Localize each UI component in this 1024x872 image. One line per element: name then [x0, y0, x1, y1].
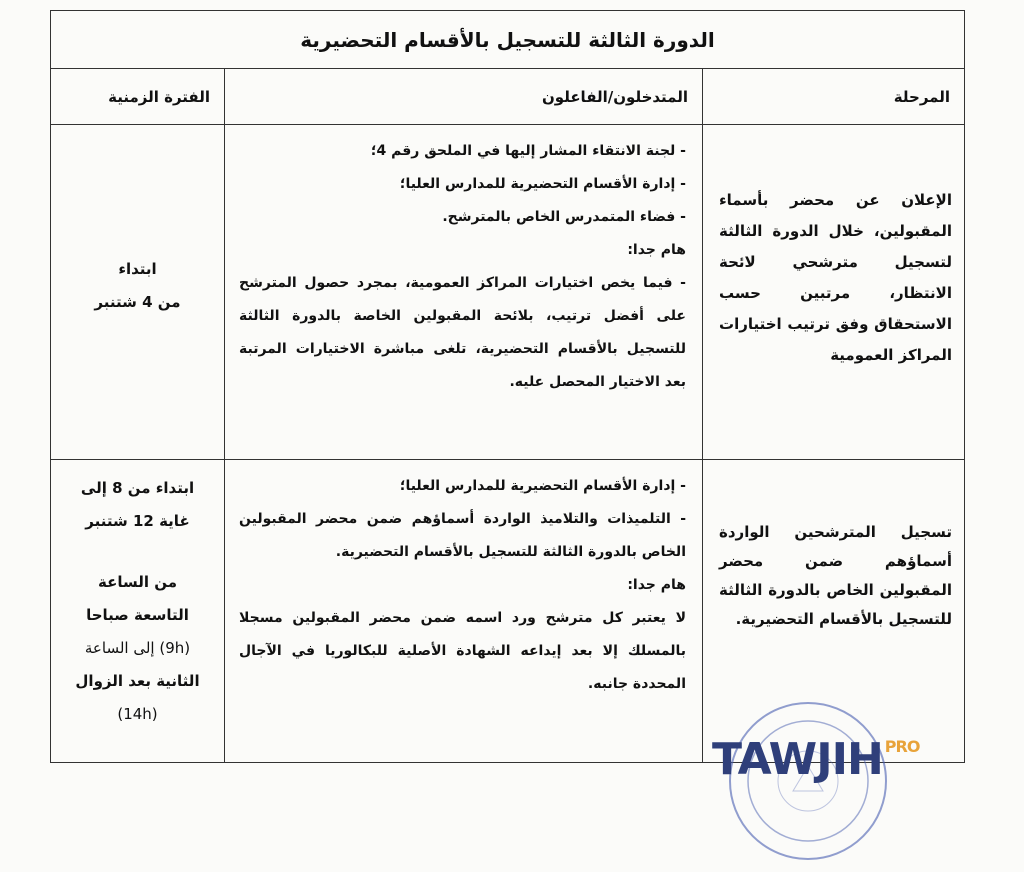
actors-cell — [225, 460, 703, 763]
note-label: هام جدا: — [627, 577, 686, 593]
header-period: الفترة الزمنية — [51, 69, 225, 125]
period-line: الثانية بعد الزوال — [75, 672, 200, 690]
actor-item: - إدارة الأقسام التحضيرية للمدارس العليا؛ — [239, 470, 686, 503]
stage-text: الإعلان عن محضر بأسماء المقبولين، خلال الدورة الثالثة لتسجيل مترشحي لائحة الانتظار، مرتبين حسب الاستحقاق وفق ترتيب اختيارات المراكز العمومية — [719, 191, 952, 364]
actor-item: - لجنة الانتقاء المشار إليها في الملحق رقم 4؛ — [239, 135, 686, 168]
period-line: ابتداء من 8 إلى — [80, 479, 195, 497]
actor-item: - فضاء المتمدرس الخاص بالمترشح. — [239, 201, 686, 234]
period-cell — [51, 125, 225, 460]
period-line: غاية 12 شتنبر — [85, 512, 190, 530]
period-cell — [51, 460, 225, 763]
table-row — [51, 125, 965, 460]
table-title: الدورة الثالثة للتسجيل بالأقسام التحضيرية — [51, 11, 965, 69]
watermark-brand: TAWJIH — [712, 734, 883, 785]
stage-cell — [703, 125, 965, 460]
header-actors: المتدخلون/الفاعلون — [225, 69, 703, 125]
note-text: - فيما يخص اختيارات المراكز العمومية، بمجرد حصول المترشح على أفضل ترتيب، بلائحة المقبولين الخاصة بالدورة الثالثة للتسجيل بالأقسام التحضيرية، تلغى مباشرة الاختيارات المرتبة بعد الاختيار المحصل عليه. — [239, 267, 686, 399]
watermark-suffix: PRO — [884, 737, 920, 756]
period-line: من الساعة — [97, 573, 178, 591]
actor-item: - إدارة الأقسام التحضيرية للمدارس العليا؛ — [239, 168, 686, 201]
period-line: ابتداء — [118, 260, 157, 278]
note-text: لا يعتبر كل مترشح ورد اسمه ضمن محضر المقبولين مسجلا بالمسلك إلا بعد إيداعه الشهادة الأصلية للبكالوريا في الآجال المحددة جانبه. — [239, 610, 686, 692]
period-line: من 4 شتنبر — [94, 293, 181, 311]
actor-item: - التلميذات والتلاميذ الواردة أسماؤهم ضمن محضر المقبولين الخاص بالدورة الثالثة للتسجيل بالأقسام التحضيرية. — [239, 503, 686, 569]
header-stage: المرحلة — [703, 69, 965, 125]
period-line: (14h) — [117, 705, 158, 723]
period-line: (9h) إلى الساعة — [84, 639, 191, 657]
stage-text: تسجيل المترشحين الواردة أسماؤهم ضمن محضر المقبولين الخاص بالدورة الثالثة للتسجيل بالأقسام التحضيرية. — [719, 523, 952, 628]
actors-cell — [225, 125, 703, 460]
period-line: التاسعة صباحا — [86, 606, 189, 624]
watermark-logo — [712, 734, 919, 785]
note-label: هام جدا: — [627, 242, 686, 258]
schedule-table — [50, 10, 965, 763]
